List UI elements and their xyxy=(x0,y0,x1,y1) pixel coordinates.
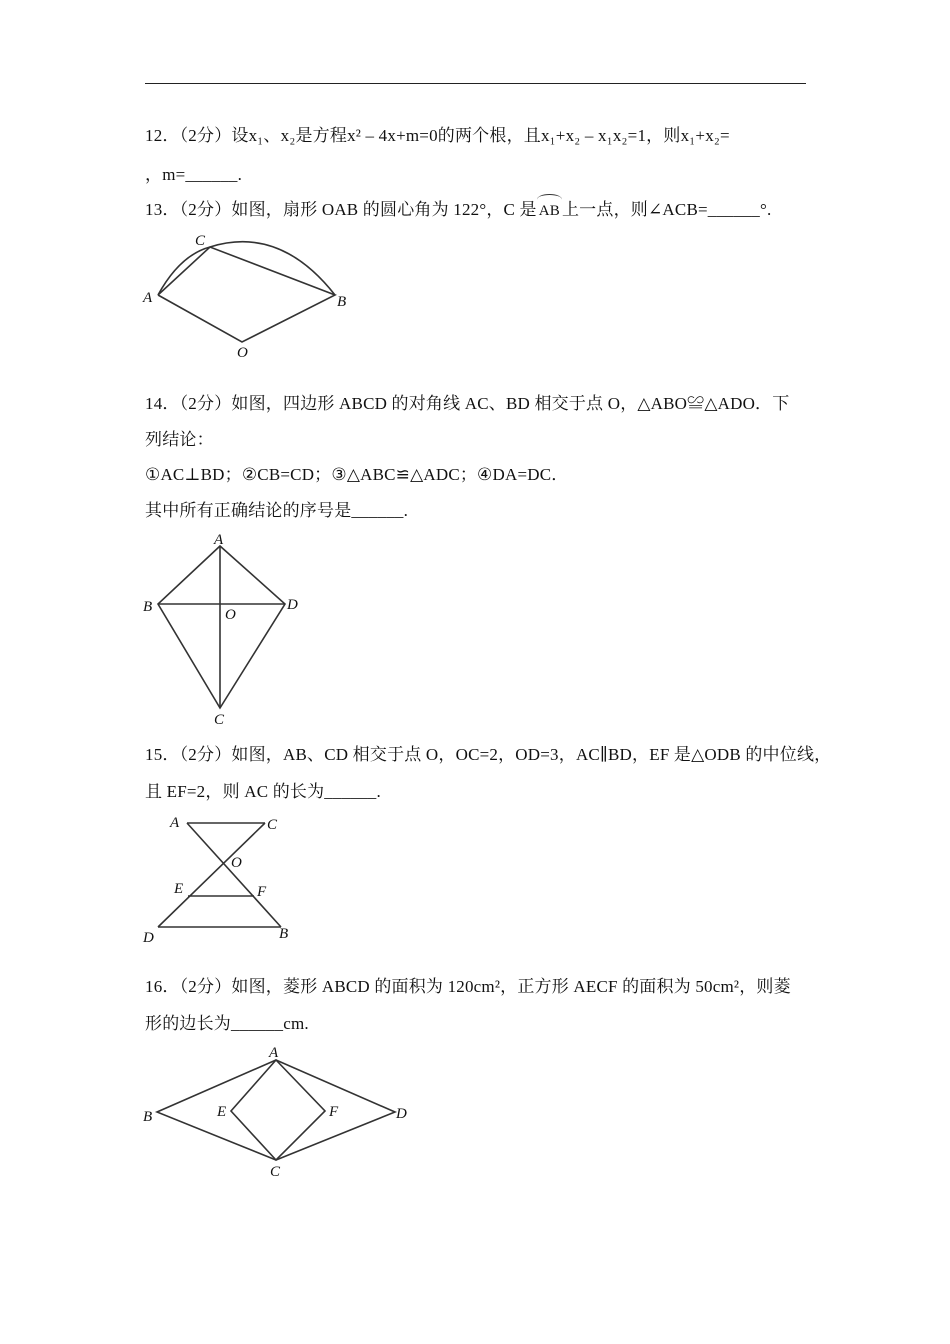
q15-label-a: A xyxy=(170,815,180,831)
q16-label-f: F xyxy=(329,1104,339,1120)
q12-sum: x₁+x₂= xyxy=(680,126,730,145)
q13-label-c: C xyxy=(195,233,206,249)
q15-figure xyxy=(140,810,310,950)
q14-line4: 其中所有正确结论的序号是______. xyxy=(145,501,409,520)
q15-label-d: D xyxy=(143,930,154,946)
q15-line1: 15．（2分）如图，AB、CD 相交于点 O，OC=2，OD=3，AC∥BD，EF 是△ODB 的中位线， xyxy=(145,745,832,764)
q12-prefix: 12．（2分）设 xyxy=(145,126,249,145)
q14-label-o: O xyxy=(225,607,236,623)
q13-text: 13．（2分）如图，扇形 OAB 的圆心角为 122°，C 是 xyxy=(145,200,537,219)
q14-kite xyxy=(158,546,285,708)
q14-label-d: D xyxy=(287,597,298,613)
q12-text-2: 的两个根，且 xyxy=(437,126,541,145)
q13-line1 xyxy=(145,199,771,222)
q15-segment-cd xyxy=(158,823,265,927)
q12-line1 xyxy=(145,125,730,147)
q12-text: 是方程 xyxy=(295,126,348,145)
q12-condition: x₁+x₂ – x₁x₂=1， xyxy=(540,126,664,145)
q14-line2: 列结论： xyxy=(145,430,214,449)
q15-label-f: F xyxy=(257,884,267,900)
q15-line2: 且 EF=2，则 AC 的长为______. xyxy=(145,782,381,801)
q13-label-a: A xyxy=(143,290,153,306)
q12-equation: x² – 4x+m=0 xyxy=(347,126,438,145)
q16-rhombus xyxy=(157,1060,395,1160)
q15-label-e: E xyxy=(174,881,184,897)
q16-label-b: B xyxy=(143,1109,153,1125)
q16-label-e: E xyxy=(217,1104,227,1120)
q14-label-b: B xyxy=(143,599,153,615)
q12-line2: ，m=______. xyxy=(145,165,243,184)
q16-line1: 16．（2分）如图，菱形 ABCD 的面积为 120cm²，正方形 AECF 的面积为 50cm²，则菱 xyxy=(145,977,791,996)
q13-figure xyxy=(140,225,360,365)
q16-label-c: C xyxy=(270,1164,281,1180)
q13-text-2: 上一点，则∠ACB=______°. xyxy=(561,200,772,219)
q12-roots: x₁、x₂ xyxy=(248,126,296,145)
q16-figure xyxy=(140,1040,430,1190)
q14-line1: 14．（2分）如图，四边形 ABCD 的对角线 AC、BD 相交于点 O，△ABO≌△ADO．下 xyxy=(145,394,790,413)
q12-text-3: 则 xyxy=(663,126,681,145)
q13-arc-ab: AB xyxy=(537,200,562,222)
q15-label-o: O xyxy=(231,855,242,871)
q16-label-a: A xyxy=(269,1045,279,1061)
q14-line3: ①AC⊥BD；②CB=CD；③△ABC≌△ADC；④DA=DC． xyxy=(145,465,569,484)
q13-label-o: O xyxy=(237,345,248,361)
q14-figure xyxy=(140,530,320,730)
q15-label-b: B xyxy=(279,926,289,942)
q15-segment-ab xyxy=(187,823,281,927)
q13-label-b: B xyxy=(337,294,347,310)
q14-label-a: A xyxy=(214,532,224,548)
q14-label-c: C xyxy=(214,712,225,728)
q16-line2: 形的边长为______cm. xyxy=(145,1014,309,1033)
q16-label-d: D xyxy=(396,1106,407,1122)
header-rule xyxy=(145,83,806,84)
q13-arc xyxy=(158,242,335,295)
q15-label-c: C xyxy=(267,817,278,833)
